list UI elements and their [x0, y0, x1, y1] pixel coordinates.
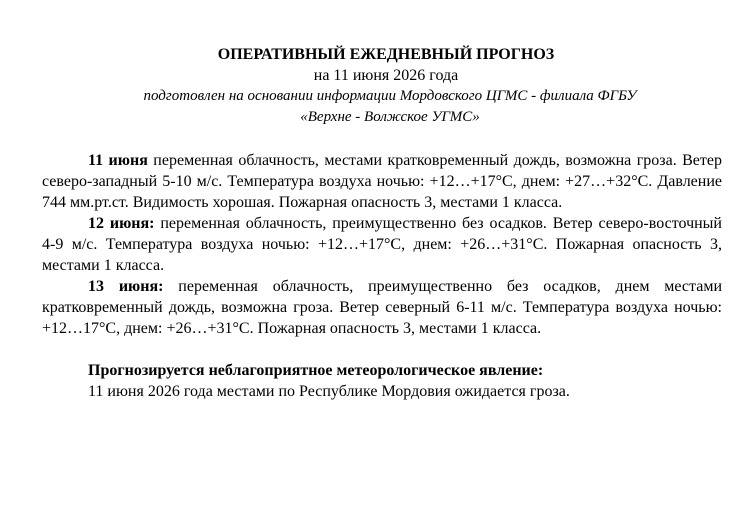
forecast-day-1-text: переменная облачность, местами кратковременный дождь, возможна гроза. Ветер северо-западный 5-10 м/с. Температура воздуха ночью: +12…+17°С, днем: +27…+32°С. Давление 744 мм.рт.ст. Видимость хорошая. Пожарная опасность 3, местами 1 класса. [42, 152, 723, 211]
source-line-1: подготовлен на основании информации Мордовского ЦГМС - филиала ФГБУ [143, 88, 637, 104]
forecast-day-2-label: 12 июня: [88, 215, 155, 232]
spacer [42, 128, 722, 150]
source-line-2: «Верхне - Волжское УГМС» [300, 109, 480, 125]
document-title: ОПЕРАТИВНЫЙ ЕЖЕДНЕВНЫЙ ПРОГНОЗ [217, 46, 555, 63]
forecast-day-1 [42, 150, 722, 213]
forecast-day-1-label: 11 июня [88, 152, 148, 169]
spacer [42, 339, 722, 360]
forecast-day-3-text: переменная облачность, преимущественно без осадков, днем местами кратковременный дождь, возможна гроза. Ветер северный 6-11 м/с. Температура воздуха ночью: +12…17°С, днем: +26…+31°С. Пожарная опасность 3, местами 1 класса. [42, 278, 723, 337]
forecast-date: на 11 июня 2026 года [313, 67, 459, 84]
warning-text: 11 июня 2026 года местами по Республике Мордовия ожидается гроза. [88, 383, 570, 400]
forecast-day-3 [42, 276, 722, 339]
forecast-day-2 [42, 213, 722, 276]
forecast-document [42, 44, 722, 402]
forecast-day-3-label: 13 июня: [88, 278, 164, 295]
forecast-day-2-text: переменная облачность, преимущественно без осадков. Ветер северо-восточный 4-9 м/с. Температура воздуха ночью: +12…+17°С, днем: +26…+31°С. Пожарная опасность 3, местами 1 класса. [42, 215, 722, 274]
warning-heading: Прогнозируется неблагоприятное метеорологическое явление: [88, 362, 544, 379]
